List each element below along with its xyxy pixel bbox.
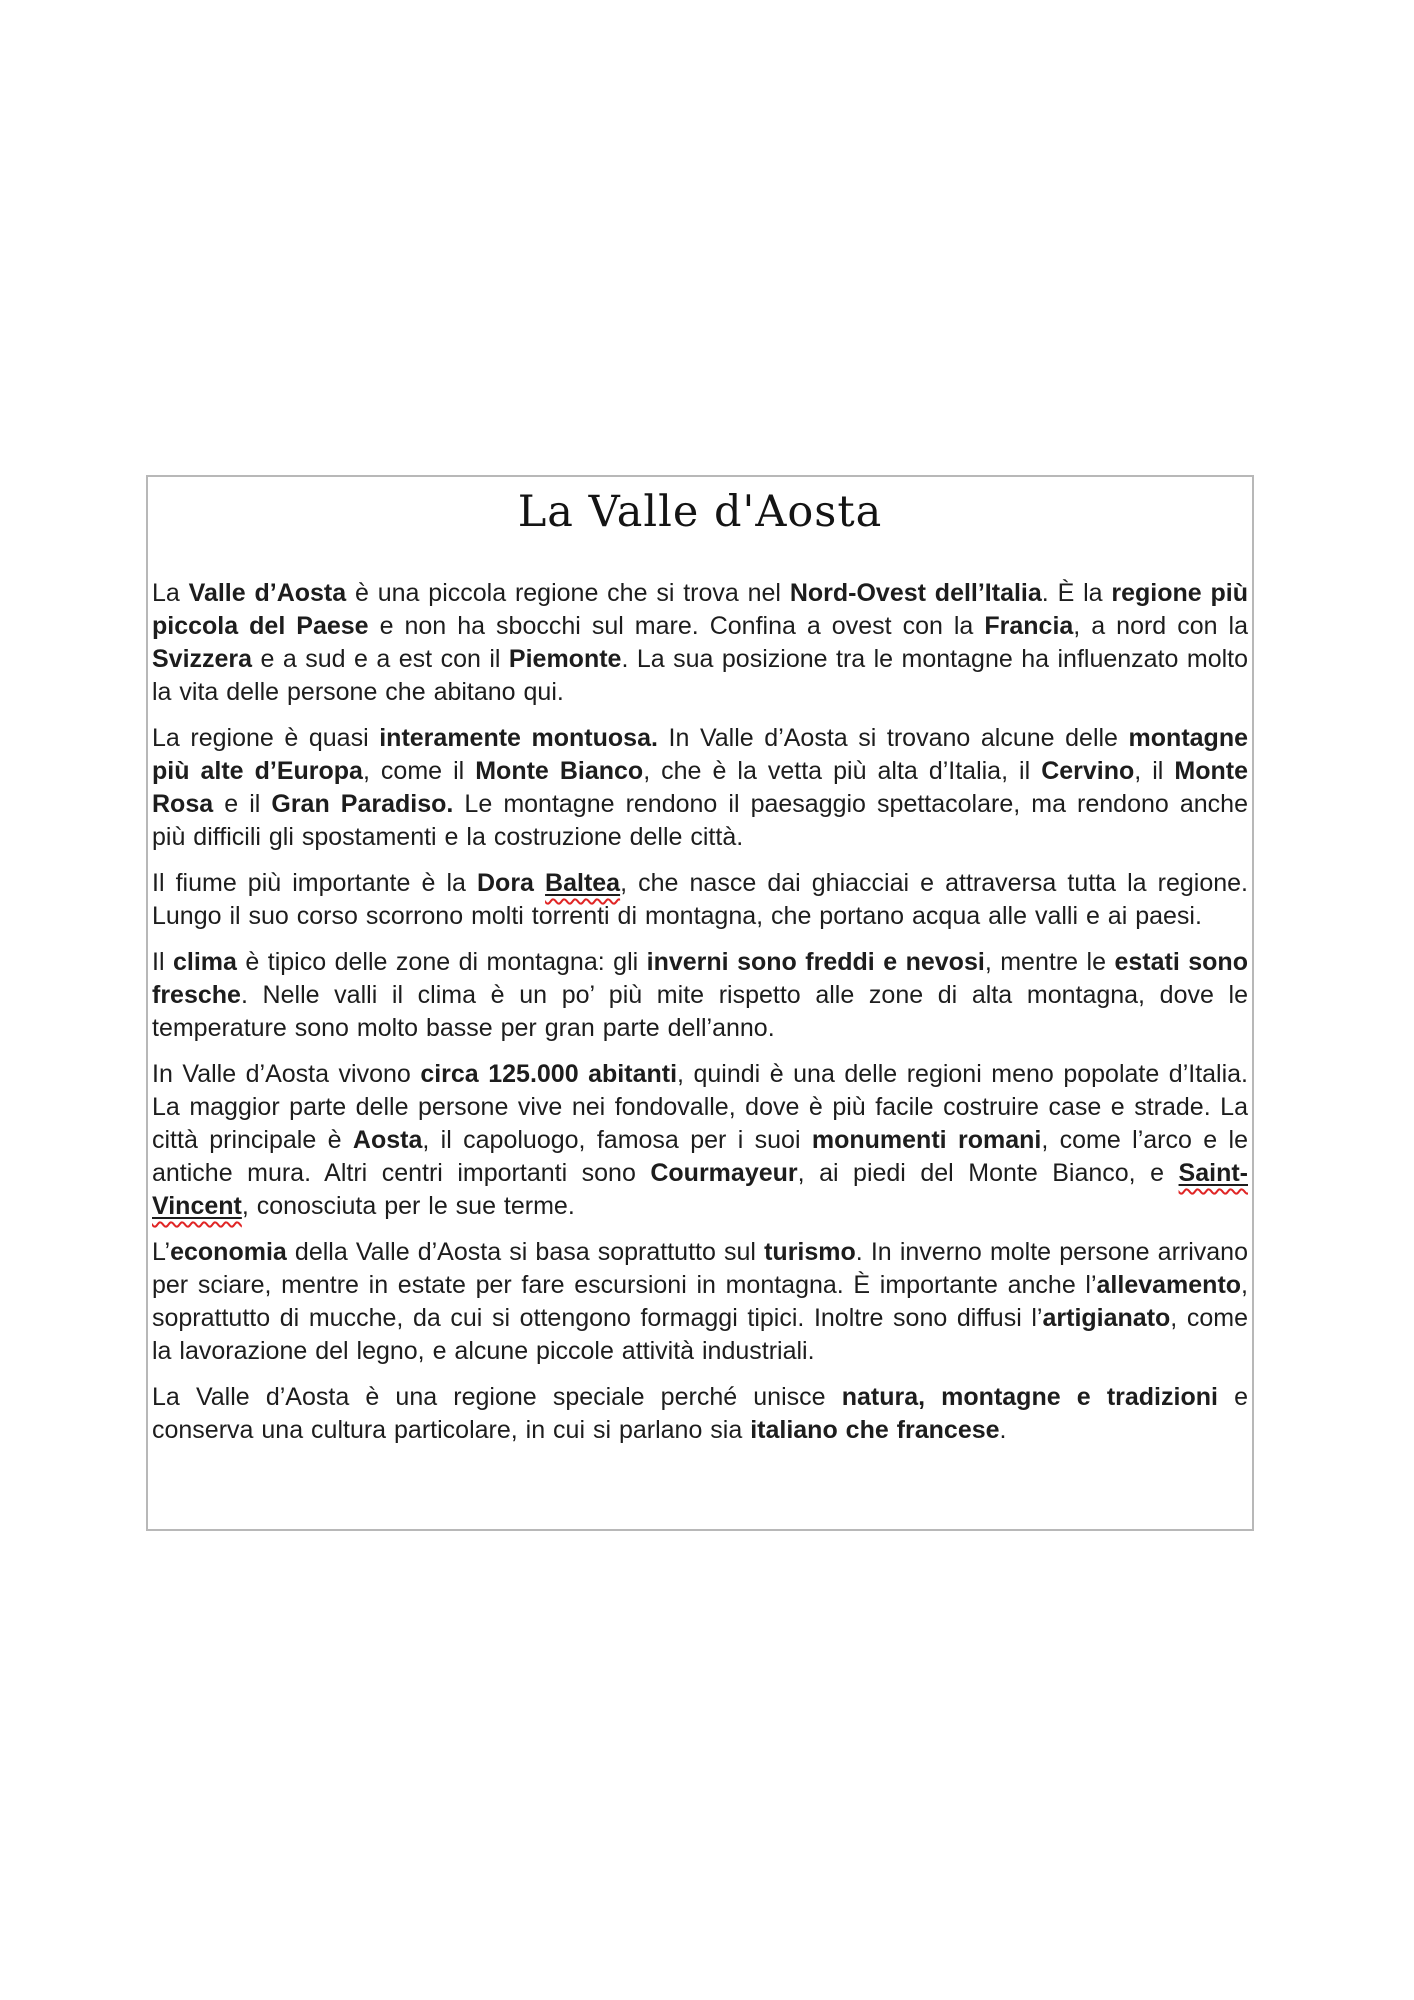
spellcheck-underline (545, 869, 620, 897)
text-run: , ai piedi del Monte Bianco, e (797, 1159, 1179, 1187)
text-run: Svizzera (152, 645, 253, 673)
text-run: Nord-Ovest dell’Italia (789, 579, 1042, 607)
text-run: La regione è quasi (152, 724, 380, 752)
paragraph (152, 867, 1248, 933)
text-run: , che è la vetta più alta d’Italia, il (643, 757, 1042, 785)
text-run: è una piccola regione che si trova nel (346, 579, 790, 607)
document-title: La Valle d'Aosta (517, 487, 883, 537)
text-run: La (152, 579, 189, 607)
text-run: , il capoluogo, famosa per i suoi (422, 1126, 812, 1154)
text-run: estati sono fresche (152, 948, 1248, 1009)
text-run: italiano che francese (750, 1416, 1000, 1444)
text-run: . (999, 1416, 1007, 1444)
text-run: Il (152, 948, 173, 976)
text-run: economia (170, 1238, 287, 1266)
text-run: Monte Bianco (475, 757, 644, 785)
text-run: In Valle d’Aosta vivono (152, 1060, 421, 1088)
text-run: , il (1134, 757, 1175, 785)
paragraph (152, 722, 1248, 854)
text-run: In Valle d’Aosta si trovano alcune delle (657, 724, 1129, 752)
document-body (152, 577, 1248, 1447)
paragraph (152, 946, 1248, 1045)
text-run: . In inverno molte persone arrivano per sciare, mentre in estate per fare escursioni in montagna. È importante anche l’ (152, 1238, 1248, 1299)
text-run: Gran Paradiso. (271, 790, 454, 818)
text-run: turismo (764, 1238, 856, 1266)
text-run: Francia (984, 612, 1074, 640)
text-run: natura, montagne e tradizioni (841, 1383, 1218, 1411)
text-run: inverni sono freddi e nevosi (646, 948, 985, 976)
text-run: clima (172, 948, 237, 976)
text-run: , come il (362, 757, 476, 785)
document-frame (146, 475, 1254, 1531)
paragraph (152, 1058, 1248, 1223)
paragraph (152, 577, 1248, 709)
text-run: Il fiume più importante è la (152, 869, 477, 897)
text-run: è tipico delle zone di montagna: gli (236, 948, 647, 976)
text-run: , quindi è una delle regioni meno popolate d’Italia. La maggior parte delle persone vive nei fondovalle, dove è più facile costruire case e strade. La città principale è (152, 1060, 1248, 1154)
text-run: , mentre le (984, 948, 1115, 976)
text-run: , conosciuta per le sue terme. (241, 1192, 575, 1220)
text-run: e il (213, 790, 272, 818)
text-run: . È la (1041, 579, 1112, 607)
text-run: , che nasce dai ghiacciai e attraversa tutta la regione. Lungo il suo corso scorrono molti torrenti di montagna, che portano acqua alle valli e ai paesi. (152, 869, 1248, 930)
paragraph (152, 1381, 1248, 1447)
text-run: Le montagne rendono il paesaggio spettacolare, ma rendono anche più difficili gli spostamenti e la costruzione delle città. (152, 790, 1248, 851)
text-run: , come la lavorazione del legno, e alcune piccole attività industriali. (152, 1304, 1249, 1365)
text-run: , soprattutto di mucche, da cui si ottengono formaggi tipici. Inoltre sono diffusi l’ (152, 1271, 1248, 1332)
text-run: monumenti romani (811, 1126, 1042, 1154)
text-run: artigianato (1042, 1304, 1171, 1332)
text-run: montagne più alte d’Europa (152, 724, 1248, 785)
text-run: . La sua posizione tra le montagne ha influenzato molto la vita delle persone che abitano qui. (152, 645, 1249, 706)
text-run: Baltea (545, 869, 621, 897)
text-run: Aosta (352, 1126, 423, 1154)
text-run: circa 125.000 abitanti (420, 1060, 678, 1088)
text-run: e non ha sbocchi sul mare. Confina a ovest con la (368, 612, 985, 640)
text-run: Saint-Vincent (152, 1159, 1248, 1220)
text-run: Monte Rosa (152, 757, 1248, 818)
text-run: Cervino (1041, 757, 1135, 785)
text-run: Courmayeur (650, 1159, 798, 1187)
text-run: , come l’arco e le antiche mura. Altri centri importanti sono (152, 1126, 1248, 1187)
text-run: Piemonte (508, 645, 622, 673)
text-run: Dora (477, 869, 546, 897)
text-run: . Nelle valli il clima è un po’ più mite rispetto alle zone di alta montagna, dove le temperature sono molto basse per gran parte dell’anno. (152, 981, 1248, 1042)
text-run: La Valle d’Aosta è una regione speciale perché unisce (152, 1383, 842, 1411)
text-run: L’ (152, 1238, 171, 1266)
text-run: allevamento (1096, 1271, 1242, 1299)
text-run: Valle d’Aosta (188, 579, 347, 607)
text-run: e conserva una cultura particolare, in cui si parlano sia (152, 1383, 1248, 1444)
text-run: interamente montuosa. (379, 724, 658, 752)
text-run: e a sud e a est con il (252, 645, 509, 673)
text-run: della Valle d’Aosta si basa soprattutto sul (286, 1238, 765, 1266)
paragraph (152, 1236, 1248, 1368)
text-run: , a nord con la (1073, 612, 1248, 640)
text-run: regione più piccola del Paese (152, 579, 1248, 640)
